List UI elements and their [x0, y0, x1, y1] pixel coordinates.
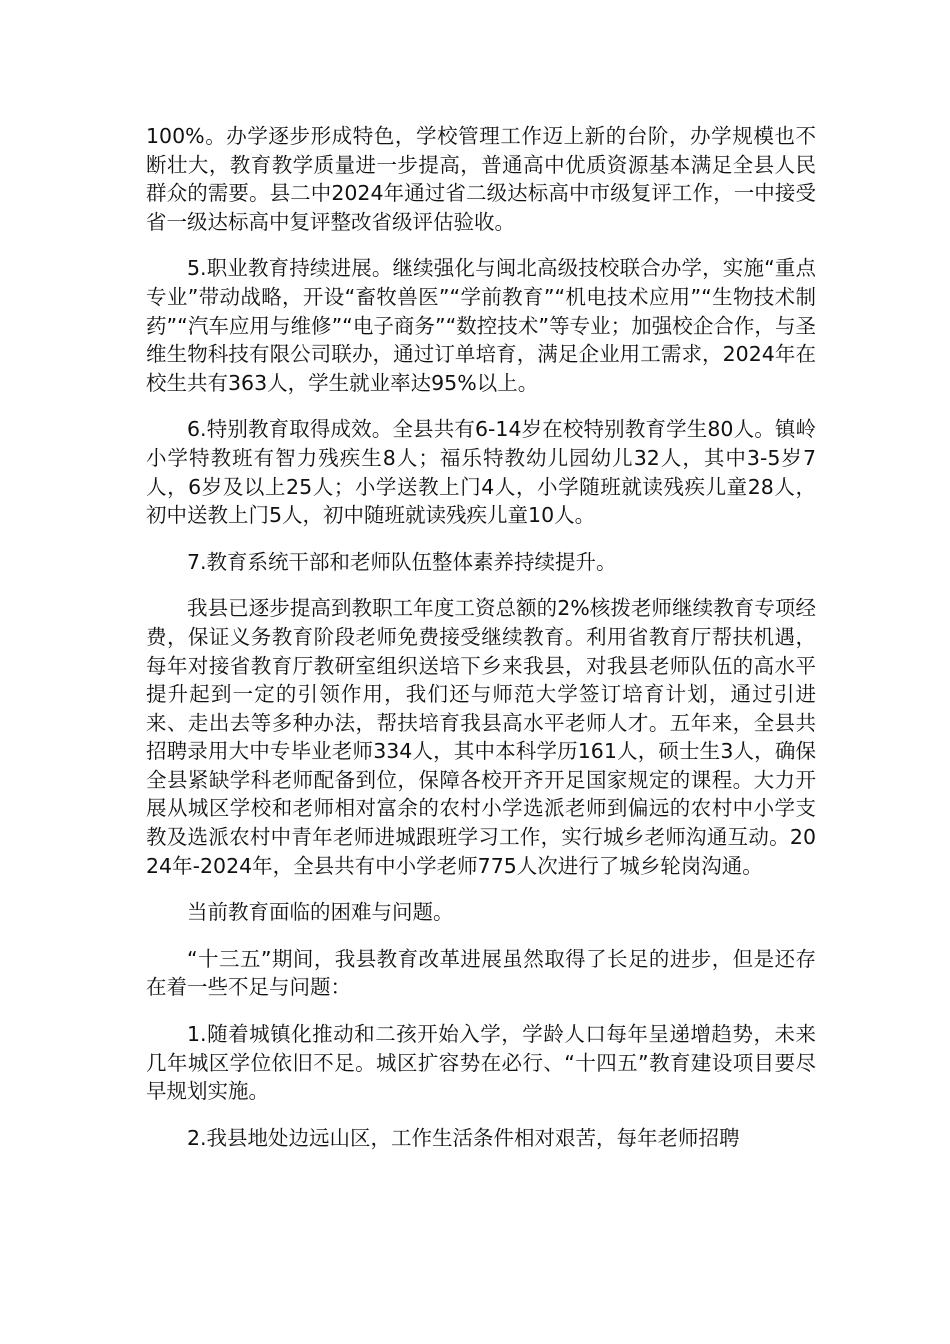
paragraph-problems-intro: “十三五”期间，我县教育改革进展虽然取得了长足的进步，但是还存在着一些不足与问题： — [146, 946, 816, 1000]
paragraph-problem-1: 1.随着城镇化推动和二孩开始入学，学龄人口每年呈递增趋势，未来几年城区学位依旧不足。城区扩容势在必行、“十四五”教育建设项目要尽早规划实施。 — [146, 1022, 816, 1104]
paragraph-teacher-quality-heading: 7.教育系统干部和老师队伍整体素养持续提升。 — [187, 549, 617, 574]
paragraph-problems-heading: 当前教育面临的困难与问题。 — [187, 900, 454, 925]
paragraph-vocational-education: 5.职业教育持续进展。继续强化与闽北高级技校联合办学，实施“重点专业”带动战略，开设“畜牧兽医”“学前教育”“机电技术应用”“生物技术制药”“汽车应用与维修”“电子商务”“数控技术”等专业；加强校企合作，与圣维生物科技有限公司联办，通过订单培育，满足企业用工需求，2024年在校生共有363人，学生就业率达95%以上。 — [146, 256, 816, 395]
document-body — [146, 122, 816, 1170]
paragraph-teacher-training: 我县已逐步提高到教职工年度工资总额的2%核拨老师继续教育专项经费，保证义务教育阶段老师免费接受继续教育。利用省教育厅帮扶机遇，每年对接省教育厅教研室组织送培下乡来我县，对我县老师队伍的高水平提升起到一定的引领作用，我们还与师范大学签订培育计划，通过引进来、走出去等多种办法，帮扶培育我县高水平老师人才。五年来，全县共招聘录用大中专毕业老师334人，其中本科学历161人，硕士生3人，确保全县紧缺学科老师配备到位，保障各校开齐开足国家规定的课程。大力开展从城区学校和老师相对富余的农村小学选派老师到偏远的农村中小学支教及选派农村中青年老师进城跟班学习工作，实行城乡老师沟通互动。2024年-2024年，全县共有中小学老师775人次进行了城乡轮岗沟通。 — [146, 596, 816, 878]
paragraph-problem-2: 2.我县地处边远山区，工作生活条件相对艰苦，每年老师招聘 — [187, 1125, 740, 1150]
paragraph-continuation: 100%。办学逐步形成特色，学校管理工作迈上新的台阶，办学规模也不断壮大，教育教学质量进一步提高，普通高中优质资源基本满足全县人民群众的需要。县二中2024年通过省二级达标高中市级复评工作，一中接受省一级达标高中复评整改省级评估验收。 — [146, 124, 816, 234]
paragraph-special-education: 6.特别教育取得成效。全县共有6-14岁在校特别教育学生80人。镇岭小学特教班有智力残疾生8人；福乐特教幼儿园幼儿32人，其中3-5岁7人，6岁及以上25人；小学送教上门4人，小学随班就读残疾儿童28人，初中送教上门5人，初中随班就读残疾儿童10人。 — [146, 417, 816, 528]
